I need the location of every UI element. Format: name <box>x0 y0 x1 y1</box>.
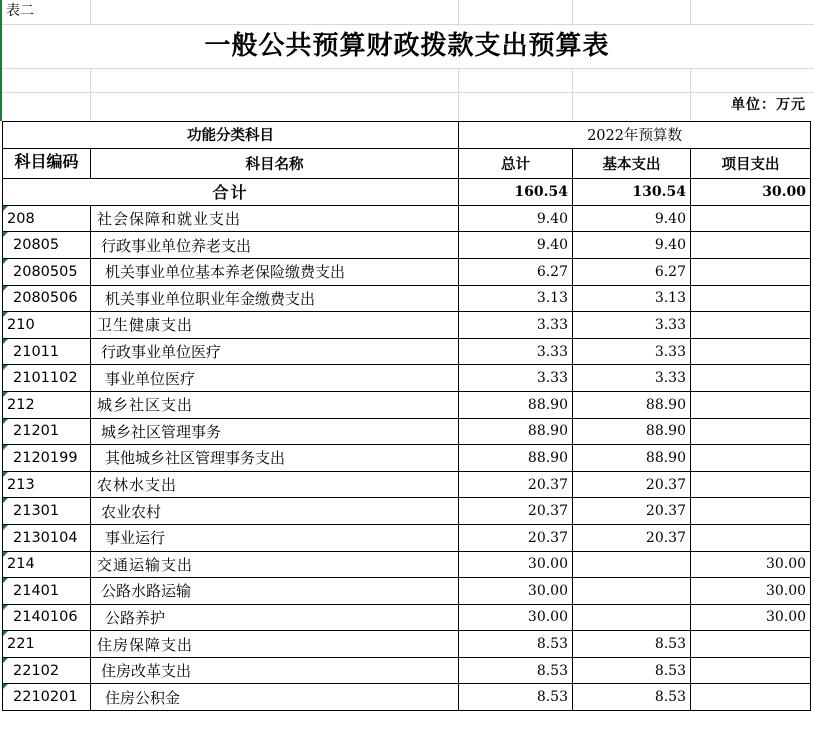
project-cell[interactable] <box>691 445 811 472</box>
subject-code-cell[interactable] <box>3 418 91 445</box>
subject-name-cell[interactable]: 住房公积金 <box>91 684 459 711</box>
subject-code-cell[interactable] <box>3 285 91 312</box>
project-cell[interactable]: 30.00 <box>691 551 811 578</box>
basic-cell[interactable]: 3.13 <box>573 285 691 312</box>
subject-code-cell[interactable] <box>3 312 91 339</box>
project-cell[interactable] <box>691 285 811 312</box>
functional-category-header[interactable]: 功能分类科目 <box>3 122 459 149</box>
table-row <box>3 365 811 392</box>
project-cell[interactable]: 30.00 <box>691 604 811 631</box>
total-cell[interactable]: 3.33 <box>459 312 573 339</box>
text-number-indicator-icon <box>3 339 8 344</box>
subject-name-cell[interactable]: 城乡社区管理事务 <box>91 418 459 445</box>
subject-code-text: 208 <box>7 210 35 227</box>
subject-code-cell[interactable] <box>3 498 91 525</box>
header-row-1 <box>3 122 811 149</box>
subject-code-cell[interactable] <box>3 232 91 259</box>
project-cell[interactable] <box>691 684 811 711</box>
subject-code-text: 213 <box>7 476 35 493</box>
subject-code-cell[interactable] <box>3 684 91 711</box>
project-cell[interactable] <box>691 471 811 498</box>
subject-code-cell[interactable] <box>3 205 91 232</box>
subject-code-cell[interactable] <box>3 338 91 365</box>
project-header[interactable]: 项目支出 <box>691 148 811 179</box>
total-cell[interactable]: 3.13 <box>459 285 573 312</box>
header-row-2 <box>3 148 811 179</box>
subject-code-cell[interactable] <box>3 578 91 605</box>
text-number-indicator-icon <box>3 472 8 477</box>
subject-code-text: 20805 <box>13 237 60 254</box>
text-number-indicator-icon <box>3 445 8 450</box>
subject-code-cell[interactable] <box>3 471 91 498</box>
basic-cell[interactable]: 88.90 <box>573 391 691 418</box>
subject-code-text: 2140106 <box>13 609 78 626</box>
project-cell[interactable] <box>691 657 811 684</box>
subject-code-header[interactable]: 科目编码 <box>3 148 91 179</box>
subject-name-cell[interactable]: 住房改革支出 <box>91 657 459 684</box>
subject-code-cell[interactable] <box>3 551 91 578</box>
table-row <box>3 418 811 445</box>
basic-cell[interactable]: 20.37 <box>573 471 691 498</box>
basic-cell[interactable] <box>573 578 691 605</box>
basic-cell[interactable]: 20.37 <box>573 524 691 551</box>
budget-year-header[interactable]: 2022年预算数 <box>459 122 811 149</box>
table-row <box>3 551 811 578</box>
project-cell[interactable] <box>691 418 811 445</box>
total-cell[interactable]: 88.90 <box>459 445 573 472</box>
subject-code-text: 21401 <box>13 582 60 599</box>
total-cell[interactable]: 88.90 <box>459 418 573 445</box>
subject-code-text: 21301 <box>13 503 60 520</box>
subject-name-cell[interactable]: 事业运行 <box>91 524 459 551</box>
project-cell[interactable] <box>691 631 811 658</box>
total-label[interactable]: 合计 <box>3 179 459 206</box>
basic-cell[interactable]: 3.33 <box>573 312 691 339</box>
gridline <box>572 68 573 121</box>
gridline <box>0 24 814 25</box>
subject-code-cell[interactable] <box>3 391 91 418</box>
subject-name-cell[interactable]: 机关事业单位职业年金缴费支出 <box>91 285 459 312</box>
subject-code-text: 221 <box>7 636 35 653</box>
text-number-indicator-icon <box>3 286 8 291</box>
total-cell[interactable]: 8.53 <box>459 657 573 684</box>
subject-name-cell[interactable]: 卫生健康支出 <box>91 312 459 339</box>
basic-header[interactable]: 基本支出 <box>573 148 691 179</box>
total-header[interactable]: 总计 <box>459 148 573 179</box>
gridline <box>458 68 459 121</box>
project-cell[interactable]: 30.00 <box>691 578 811 605</box>
table-row <box>3 471 811 498</box>
project-cell[interactable] <box>691 232 811 259</box>
text-number-indicator-icon <box>3 631 8 636</box>
text-number-indicator-icon <box>3 392 8 397</box>
total-cell[interactable]: 30.00 <box>459 551 573 578</box>
basic-cell[interactable]: 8.53 <box>573 631 691 658</box>
subject-name-cell[interactable]: 事业单位医疗 <box>91 365 459 392</box>
subject-code-text: 2210201 <box>13 689 78 706</box>
project-cell[interactable] <box>691 258 811 285</box>
table-row <box>3 498 811 525</box>
text-number-indicator-icon <box>3 365 8 370</box>
subject-code-text: 210 <box>7 316 35 333</box>
total-cell[interactable]: 9.40 <box>459 205 573 232</box>
total-cell[interactable]: 30.00 <box>459 578 573 605</box>
table-row <box>3 258 811 285</box>
basic-cell[interactable]: 20.37 <box>573 498 691 525</box>
subject-name-header[interactable]: 科目名称 <box>91 148 459 179</box>
table-row <box>3 205 811 232</box>
subject-name-cell[interactable]: 城乡社区支出 <box>91 391 459 418</box>
table-row <box>3 338 811 365</box>
gridline <box>90 68 91 121</box>
total-project-cell[interactable]: 30.00 <box>691 179 811 206</box>
total-cell[interactable]: 8.53 <box>459 684 573 711</box>
subject-name-cell[interactable]: 行政事业单位医疗 <box>91 338 459 365</box>
total-sum-cell[interactable]: 160.54 <box>459 179 573 206</box>
subject-name-cell[interactable]: 公路水路运输 <box>91 578 459 605</box>
subject-code-text: 2130104 <box>13 529 78 546</box>
table-row <box>3 684 811 711</box>
project-cell[interactable] <box>691 498 811 525</box>
project-cell[interactable] <box>691 312 811 339</box>
unit-label[interactable]: 单位：万元 <box>731 97 806 113</box>
subject-code-cell[interactable] <box>3 524 91 551</box>
project-cell[interactable] <box>691 365 811 392</box>
subject-name-cell[interactable]: 农业农村 <box>91 498 459 525</box>
basic-cell[interactable]: 8.53 <box>573 657 691 684</box>
total-cell[interactable]: 20.37 <box>459 524 573 551</box>
table-row <box>3 524 811 551</box>
text-number-indicator-icon <box>3 498 8 503</box>
subject-code-cell[interactable] <box>3 258 91 285</box>
subject-code-text: 214 <box>7 556 35 573</box>
total-cell[interactable]: 9.40 <box>459 232 573 259</box>
subject-code-text: 21011 <box>13 343 60 360</box>
table-row <box>3 285 811 312</box>
text-number-indicator-icon <box>3 419 8 424</box>
total-cell[interactable]: 6.27 <box>459 258 573 285</box>
gridline <box>690 68 691 121</box>
subject-name-cell[interactable]: 机关事业单位基本养老保险缴费支出 <box>91 258 459 285</box>
subject-code-text: 2080506 <box>13 290 78 307</box>
subject-code-text: 21201 <box>13 423 60 440</box>
table-row <box>3 445 811 472</box>
total-cell[interactable]: 20.37 <box>459 498 573 525</box>
basic-cell[interactable]: 88.90 <box>573 445 691 472</box>
gridline <box>0 68 814 69</box>
total-cell[interactable]: 3.33 <box>459 365 573 392</box>
basic-cell[interactable]: 6.27 <box>573 258 691 285</box>
subject-code-text: 22102 <box>13 662 60 679</box>
table-row <box>3 391 811 418</box>
basic-cell[interactable]: 9.40 <box>573 205 691 232</box>
text-number-indicator-icon <box>3 206 8 211</box>
table-row <box>3 657 811 684</box>
basic-cell[interactable]: 9.40 <box>573 232 691 259</box>
text-number-indicator-icon <box>3 684 8 689</box>
total-cell[interactable]: 20.37 <box>459 471 573 498</box>
table-row <box>3 604 811 631</box>
text-number-indicator-icon <box>3 552 8 557</box>
text-number-indicator-icon <box>3 578 8 583</box>
gridline <box>572 0 573 26</box>
project-cell[interactable] <box>691 205 811 232</box>
subject-code-cell[interactable] <box>3 631 91 658</box>
basic-cell[interactable] <box>573 551 691 578</box>
total-cell[interactable]: 88.90 <box>459 391 573 418</box>
basic-cell[interactable]: 8.53 <box>573 684 691 711</box>
subject-name-cell[interactable]: 行政事业单位养老支出 <box>91 232 459 259</box>
text-number-indicator-icon <box>3 312 8 317</box>
text-number-indicator-icon <box>3 658 8 663</box>
table-row <box>3 578 811 605</box>
subject-name-cell[interactable]: 其他城乡社区管理事务支出 <box>91 445 459 472</box>
gridline <box>90 0 91 26</box>
subject-name-cell[interactable]: 住房保障支出 <box>91 631 459 658</box>
table-row <box>3 232 811 259</box>
table-row <box>3 312 811 339</box>
text-number-indicator-icon <box>3 525 8 530</box>
project-cell[interactable] <box>691 524 811 551</box>
gridline <box>0 92 814 93</box>
total-cell[interactable]: 30.00 <box>459 604 573 631</box>
subject-code-cell[interactable] <box>3 445 91 472</box>
table-label[interactable]: 表二 <box>6 3 34 19</box>
basic-cell[interactable] <box>573 604 691 631</box>
text-number-indicator-icon <box>3 605 8 610</box>
text-number-indicator-icon <box>3 232 8 237</box>
total-cell[interactable]: 3.33 <box>459 338 573 365</box>
gridline <box>690 0 691 26</box>
project-cell[interactable] <box>691 391 811 418</box>
page-title[interactable]: 一般公共预算财政拨款支出预算表 <box>204 31 610 61</box>
budget-table <box>2 121 811 711</box>
subject-code-text: 2120199 <box>13 449 78 466</box>
subject-code-text: 212 <box>7 396 35 413</box>
basic-cell[interactable]: 3.33 <box>573 338 691 365</box>
subject-code-text: 2080505 <box>13 263 78 280</box>
basic-cell[interactable]: 3.33 <box>573 365 691 392</box>
gridline <box>458 0 459 26</box>
subject-name-cell[interactable]: 社会保障和就业支出 <box>91 205 459 232</box>
subject-code-cell[interactable] <box>3 604 91 631</box>
text-number-indicator-icon <box>3 259 8 264</box>
subject-name-cell[interactable]: 公路养护 <box>91 604 459 631</box>
subject-code-cell[interactable] <box>3 657 91 684</box>
subject-name-cell[interactable]: 农林水支出 <box>91 471 459 498</box>
subject-code-text: 2101102 <box>13 370 78 387</box>
basic-cell[interactable]: 88.90 <box>573 418 691 445</box>
table-row <box>3 631 811 658</box>
subject-code-cell[interactable] <box>3 365 91 392</box>
total-cell[interactable]: 8.53 <box>459 631 573 658</box>
total-basic-cell[interactable]: 130.54 <box>573 179 691 206</box>
total-row <box>3 179 811 206</box>
project-cell[interactable] <box>691 338 811 365</box>
subject-name-cell[interactable]: 交通运输支出 <box>91 551 459 578</box>
